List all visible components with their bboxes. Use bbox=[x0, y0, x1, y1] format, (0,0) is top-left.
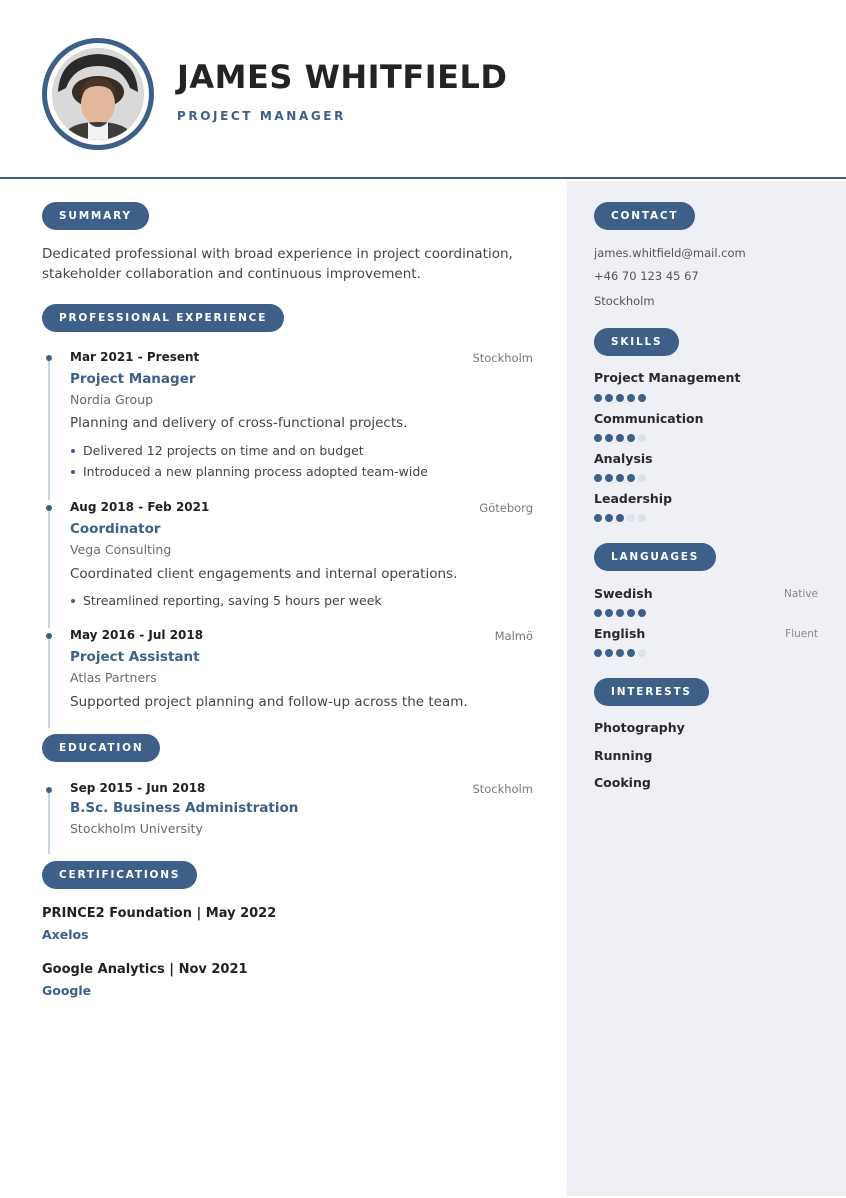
skill-name: Analysis bbox=[594, 451, 653, 466]
rating-dot-empty bbox=[638, 514, 646, 522]
rating-dot-filled bbox=[605, 434, 613, 442]
timeline-dot bbox=[46, 633, 52, 639]
resume-header bbox=[0, 0, 846, 179]
candidate-role: PROJECT MANAGER bbox=[177, 109, 346, 123]
rating-dot-filled bbox=[594, 649, 602, 657]
job-dates: Aug 2018 - Feb 2021 bbox=[70, 500, 210, 514]
interest-item: Cooking bbox=[594, 775, 651, 790]
rating-dot-filled bbox=[616, 609, 624, 617]
job-title: Coordinator bbox=[70, 521, 161, 537]
timeline-dot bbox=[46, 505, 52, 511]
rating-dot-filled bbox=[594, 609, 602, 617]
contact-phone: +46 70 123 45 67 bbox=[594, 269, 699, 283]
timeline-dot bbox=[46, 787, 52, 793]
rating-dot-filled bbox=[594, 514, 602, 522]
rating-dot-filled bbox=[638, 609, 646, 617]
language-name: Swedish bbox=[594, 586, 653, 601]
rating-dot-filled bbox=[594, 394, 602, 402]
section-skills-heading: SKILLS bbox=[594, 328, 679, 356]
skill-name: Leadership bbox=[594, 491, 673, 506]
section-summary-heading: SUMMARY bbox=[42, 202, 149, 230]
rating-dot-empty bbox=[638, 649, 646, 657]
rating-dot-filled bbox=[616, 514, 624, 522]
skill-name: Project Management bbox=[594, 370, 741, 385]
certification-title: Google Analytics | Nov 2021 bbox=[42, 962, 248, 977]
job-dates: Mar 2021 - Present bbox=[70, 350, 200, 364]
rating-dot-filled bbox=[638, 394, 646, 402]
job-description: Planning and delivery of cross-functional projects. bbox=[70, 415, 408, 431]
education-degree: B.Sc. Business Administration bbox=[70, 800, 299, 816]
rating-dot-filled bbox=[605, 649, 613, 657]
interest-item: Running bbox=[594, 748, 653, 763]
interest-item: Photography bbox=[594, 720, 685, 735]
job-bullet: Introduced a new planning process adopted team-wide bbox=[83, 464, 428, 479]
profile-photo-frame bbox=[42, 38, 154, 150]
rating-dot-filled bbox=[616, 474, 624, 482]
job-description: Coordinated client engagements and internal operations. bbox=[70, 566, 458, 582]
rating-dot-empty bbox=[638, 434, 646, 442]
section-languages-heading: LANGUAGES bbox=[594, 543, 716, 571]
section-contact-heading: CONTACT bbox=[594, 202, 695, 230]
timeline-line bbox=[48, 638, 50, 728]
job-dates: May 2016 - Jul 2018 bbox=[70, 628, 204, 642]
language-proficiency: Native bbox=[784, 588, 818, 600]
rating-dot-filled bbox=[627, 609, 635, 617]
job-title: Project Assistant bbox=[70, 649, 200, 665]
bullet-marker bbox=[71, 470, 75, 474]
education-dates: Sep 2015 - Jun 2018 bbox=[70, 781, 206, 795]
summary-line-1: Dedicated professional with broad experience in project coordination, bbox=[42, 246, 513, 262]
rating-dot-filled bbox=[627, 474, 635, 482]
job-bullet: Delivered 12 projects on time and on budget bbox=[83, 443, 364, 458]
rating-dot-filled bbox=[605, 474, 613, 482]
rating-dot-filled bbox=[627, 649, 635, 657]
rating-dot-empty bbox=[638, 474, 646, 482]
rating-dot-filled bbox=[605, 394, 613, 402]
job-company: Nordia Group bbox=[70, 392, 154, 407]
rating-dot-filled bbox=[605, 514, 613, 522]
rating-dot-filled bbox=[594, 474, 602, 482]
certification-issuer: Google bbox=[42, 983, 92, 998]
job-location: Stockholm bbox=[472, 351, 533, 365]
job-location: Göteborg bbox=[479, 501, 533, 515]
language-proficiency: Fluent bbox=[785, 628, 818, 640]
contact-email: james.whitfield@mail.com bbox=[594, 246, 746, 260]
job-title: Project Manager bbox=[70, 371, 196, 387]
rating-dot-filled bbox=[594, 434, 602, 442]
certification-title: PRINCE2 Foundation | May 2022 bbox=[42, 906, 277, 921]
language-name: English bbox=[594, 626, 646, 641]
job-bullet: Streamlined reporting, saving 5 hours per week bbox=[83, 593, 382, 608]
rating-dot-filled bbox=[616, 394, 624, 402]
rating-dot-filled bbox=[605, 609, 613, 617]
bullet-marker bbox=[71, 449, 75, 453]
section-education-heading: EDUCATION bbox=[42, 734, 160, 762]
rating-dot-filled bbox=[616, 434, 624, 442]
contact-city: Stockholm bbox=[594, 294, 655, 308]
bullet-marker bbox=[71, 599, 75, 603]
rating-dot-filled bbox=[616, 649, 624, 657]
education-school: Stockholm University bbox=[70, 821, 203, 836]
summary-line-2: stakeholder collaboration and continuous improvement. bbox=[42, 266, 421, 282]
certification-issuer: Axelos bbox=[42, 927, 89, 942]
timeline-line bbox=[48, 510, 50, 628]
job-company: Atlas Partners bbox=[70, 670, 157, 685]
education-location: Stockholm bbox=[472, 782, 533, 796]
skill-name: Communication bbox=[594, 411, 704, 426]
timeline-line bbox=[48, 792, 50, 854]
job-location: Malmö bbox=[494, 629, 533, 643]
section-experience-heading: PROFESSIONAL EXPERIENCE bbox=[42, 304, 284, 332]
timeline-dot bbox=[46, 355, 52, 361]
timeline-line bbox=[48, 360, 50, 500]
job-description: Supported project planning and follow-up across the team. bbox=[70, 694, 468, 710]
job-company: Vega Consulting bbox=[70, 542, 172, 557]
rating-dot-filled bbox=[627, 394, 635, 402]
rating-dot-filled bbox=[627, 434, 635, 442]
section-interests-heading: INTERESTS bbox=[594, 678, 709, 706]
candidate-name: JAMES WHITFIELD bbox=[177, 58, 508, 96]
rating-dot-empty bbox=[627, 514, 635, 522]
profile-photo bbox=[52, 48, 144, 140]
section-certifications-heading: CERTIFICATIONS bbox=[42, 861, 197, 889]
